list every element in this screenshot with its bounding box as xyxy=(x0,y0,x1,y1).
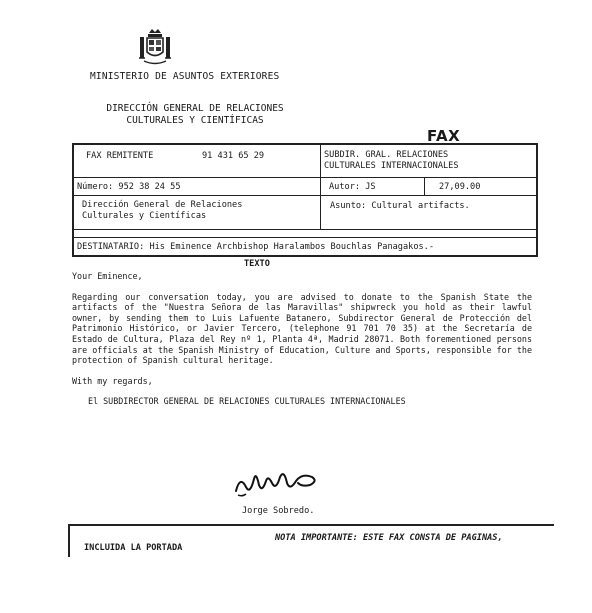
signer-name: Jorge Sobredo. xyxy=(242,506,315,516)
fax-header-form xyxy=(72,143,538,257)
ministry-name: MINISTERIO DE ASUNTOS EXTERIORES xyxy=(90,71,280,82)
fax-footer xyxy=(68,524,554,557)
directorate-line-2: CULTURALES Y CIENTÍFICAS xyxy=(126,115,264,126)
salutation: Your Eminence, xyxy=(72,271,143,281)
letter-body xyxy=(72,271,532,407)
sender-org-line-1: Dirección General de Relaciones xyxy=(82,200,243,210)
cover-included-note: INCLUIDA LA PORTADA xyxy=(84,543,183,553)
handwritten-signature xyxy=(232,461,320,501)
signatory-title: El SUBDIRECTOR GENERAL DE RELACIONES CULTURALES INTERNACIONALES xyxy=(88,396,406,407)
recipient-value: His Eminence Archbishop Haralambos Bouchlas Panagakos.- xyxy=(149,242,435,252)
spanish-coat-of-arms-icon xyxy=(138,28,172,66)
number-value: 952 38 24 55 xyxy=(118,182,181,192)
office-line-1: SUBDIR. GRAL. RELACIONES xyxy=(324,150,449,160)
sender-org-line-2: Culturales y Científicas xyxy=(82,211,207,221)
number-field xyxy=(77,182,181,193)
subject-label: Asunto: xyxy=(330,201,367,211)
recipient-label: DESTINATARIO: xyxy=(77,242,145,252)
sender-fax-label: FAX REMITENTE xyxy=(86,151,154,161)
page-count-note: NOTA IMPORTANTE: ESTE FAX CONSTA DE PAGINAS, xyxy=(275,533,503,543)
closing: With my regards, xyxy=(72,375,153,386)
office-line-2: CULTURALES INTERNACIONALES xyxy=(324,161,459,171)
section-title-texto: TEXTO xyxy=(244,259,270,269)
subject-field xyxy=(330,201,470,212)
sender-fax-number: 91 431 65 29 xyxy=(202,151,265,161)
number-label: Número: xyxy=(77,182,114,192)
author-value: JS xyxy=(365,182,376,192)
recipient-field xyxy=(77,242,434,253)
directorate-line-1: DIRECCIÓN GENERAL DE RELACIONES xyxy=(106,103,284,114)
fax-title: FAX xyxy=(427,127,461,145)
fax-date: 27,09.00 xyxy=(439,182,481,192)
letter-paragraph: Regarding our conversation today, you are advised to donate to the Spanish State the artifacts of the "Nuestra Señora de las Maravillas" shipwreck you hold as their lawful owner, by sending them to Luis Lafuente Batanero, Subdirector General de Protección del Patrimonio Histórico, or Javier Tercero, (telephone 91 701 70 35) at the Secretaría de Estado de Cultura, Plaza del Rey nº 1, Planta 4ª, Madrid 28071. Both forementioned persons are officials at the Spanish Ministry of Education, Culture and Sports, responsible for the protection of Spanish cultural heritage. xyxy=(72,291,532,366)
subject-value: Cultural artifacts. xyxy=(371,201,470,211)
author-label: Autor: xyxy=(329,182,361,192)
author-field xyxy=(329,182,376,193)
directorate-name xyxy=(95,103,295,127)
